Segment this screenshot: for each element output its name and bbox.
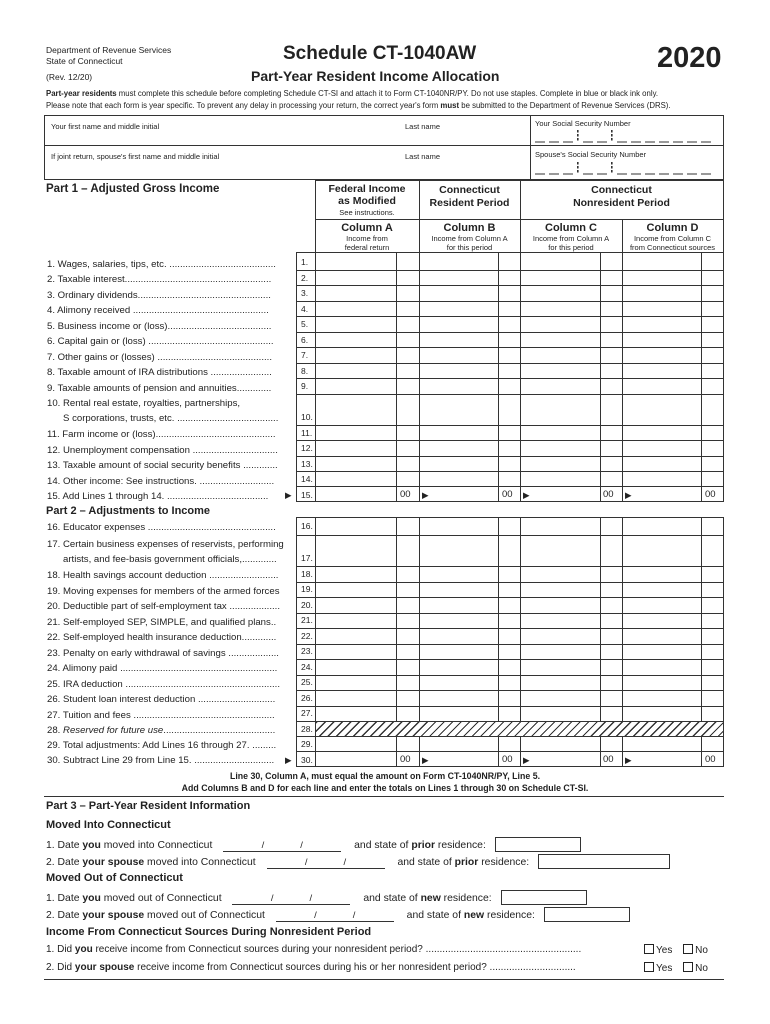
nonresident-income-spouse-yes-checkbox[interactable] — [644, 962, 654, 972]
line-16-number: 16. — [301, 521, 313, 531]
line-17-label-2: artists, and fee-basis government officials,............. — [63, 554, 277, 565]
spouse-first-name-field[interactable] — [51, 162, 391, 176]
state-name: State of Connecticut — [46, 56, 123, 66]
line-11-label: 11. Farm income or (loss)............................................. — [47, 429, 276, 440]
moved-into-spouse-date[interactable]: / / — [267, 857, 385, 869]
moved-into-ct-heading: Moved Into Connecticut — [46, 819, 171, 831]
line-25-label: 25. IRA deduction .......................................................... — [47, 679, 280, 690]
form-title: Schedule CT-1040AW — [283, 43, 477, 64]
income-ct-sources-heading: Income From Connecticut Sources During Nonresident Period — [46, 926, 372, 938]
line-15-col-d-arrow-icon: ▶ — [625, 490, 632, 500]
line-8-number: 8. — [301, 366, 309, 376]
last-name-label: Last name — [405, 122, 441, 131]
line-30-col-c-cents: 00 — [603, 754, 614, 765]
note-line-30: Line 30, Column A, must equal the amount on Form CT-1040NR/PY, Line 5. — [229, 771, 541, 781]
line-29-label: 29. Total adjustments: Add Lines 16 through 27. ......... — [47, 740, 277, 751]
line-12-label: 12. Unemployment compensation ................................ — [47, 445, 278, 456]
line-13-number: 13. — [301, 459, 313, 469]
line-30-label: 30. Subtract Line 29 from Line 15. .............................. — [47, 755, 275, 766]
line-19-label: 19. Moving expenses for members of the armed forces — [47, 586, 280, 597]
line-15-col-c-arrow-icon: ▶ — [523, 490, 530, 500]
column-a-heading: Column A — [341, 222, 393, 234]
column-d-sub-1: Income from Column C — [633, 234, 712, 243]
line-15-col-d-cents: 00 — [705, 489, 716, 500]
moved-into-you-prior-state[interactable] — [495, 837, 581, 852]
spouse-ssn-field[interactable] — [533, 160, 721, 176]
line-10-label-1: 10. Rental real estate, royalties, partnerships, — [47, 398, 241, 409]
line-15-col-b-cents: 00 — [502, 489, 513, 500]
spouse-last-name-field[interactable] — [405, 162, 525, 176]
line-30-col-c-arrow-icon: ▶ — [523, 755, 530, 765]
line-24-number: 24. — [301, 662, 313, 672]
line-10-number: 10. — [301, 412, 313, 422]
column-d-heading: Column D — [646, 222, 699, 234]
line-15-arrow-icon: ▶ — [285, 490, 292, 500]
ct-resident-heading-2: Resident Period — [429, 197, 510, 209]
line-30-col-d-cents: 00 — [705, 754, 716, 765]
line-8-label: 8. Taxable amount of IRA distributions ....................... — [47, 367, 272, 378]
federal-income-heading: Federal Income — [328, 183, 406, 195]
line-6-number: 6. — [301, 335, 309, 345]
nonresident-income-spouse-choices: Yes No — [640, 962, 708, 974]
department-name: Department of Revenue Services — [46, 45, 172, 55]
moved-out-you-new-state[interactable] — [501, 890, 587, 905]
moved-out-you-date[interactable]: / / — [232, 893, 350, 905]
moved-into-you-date[interactable]: / / — [223, 840, 341, 852]
note-add-columns: Add Columns B and D for each line and enter the totals on Lines 1 through 30 on Schedule CT-SI. — [181, 783, 589, 793]
line-30-arrow-icon: ▶ — [285, 755, 292, 765]
line-23-number: 23. — [301, 646, 313, 656]
line-26-number: 26. — [301, 693, 313, 703]
federal-as-modified-heading: as Modified — [338, 195, 396, 207]
part-1-title: Part 1 – Adjusted Gross Income — [46, 183, 220, 195]
moved-out-spouse-new-state[interactable] — [544, 907, 630, 922]
nonresident-income-spouse-no-checkbox[interactable] — [683, 962, 693, 972]
line-2-label: 2. Taxable interest....................................................... — [47, 274, 272, 285]
line-7-label: 7. Other gains or (losses) ........................................... — [47, 352, 272, 363]
line-27-label: 27. Tuition and fees ..................................................... — [47, 710, 275, 721]
line-14-label: 14. Other income: See instructions. ............................ — [47, 476, 275, 487]
line-28-number: 28. — [301, 724, 313, 734]
column-d-sub-2: from Connecticut sources — [629, 243, 716, 252]
moved-out-you-row: 1. Date you moved out of Connecticut / / and state of new residence: — [46, 890, 587, 905]
last-name-field[interactable] — [405, 132, 525, 144]
line-28-reserved-hatch — [316, 722, 723, 736]
tax-year: 2020 — [657, 42, 722, 74]
first-name-label: Your first name and middle initial — [51, 122, 160, 131]
line-1-number: 1. — [301, 257, 309, 267]
line-30-col-d-arrow-icon: ▶ — [625, 755, 632, 765]
ct-resident-heading-1: Connecticut — [439, 184, 500, 196]
line-16-label: 16. Educator expenses ................................................ — [47, 522, 276, 533]
nonresident-income-you-no-checkbox[interactable] — [683, 944, 693, 954]
nonresident-income-spouse-row: 2. Did your spouse receive income from Connecticut sources during his or her nonresident period? ............................... — [46, 962, 576, 973]
line-14-number: 14. — [301, 474, 313, 484]
line-21-number: 21. — [301, 615, 313, 625]
line-26-label: 26. Student loan interest deduction ............................. — [47, 694, 276, 705]
line-10-label-2: S corporations, trusts, etc. ...................................... — [63, 413, 279, 424]
ssn-field[interactable] — [533, 128, 721, 144]
ssn-label: Your Social Security Number — [535, 119, 631, 128]
column-b-sub-1: Income from Column A — [431, 234, 508, 243]
moved-into-spouse-row: 2. Date your spouse moved into Connecticut / / and state of prior residence: — [46, 854, 670, 869]
line-12-number: 12. — [301, 443, 313, 453]
column-c-heading: Column C — [545, 222, 597, 234]
line-30-col-b-cents: 00 — [502, 754, 513, 765]
column-c-sub-1: Income from Column A — [532, 234, 610, 243]
nonresident-income-you-yes-checkbox[interactable] — [644, 944, 654, 954]
line-23-label: 23. Penalty on early withdrawal of savings ................... — [47, 648, 279, 659]
column-b-sub-2: for this period — [446, 243, 493, 252]
line-15-col-c-cents: 00 — [603, 489, 614, 500]
column-a-sub-1: Income from — [346, 234, 388, 243]
spouse-ssn-label: Spouse's Social Security Number — [535, 150, 647, 159]
instructions-line-1: Part-year residents must complete this schedule before completing Schedule CT-SI and attach it to Form CT-1040NR/PY. Do not use staples. Complete in blue or black ink only. — [46, 89, 659, 98]
line-13-label: 13. Taxable amount of social security benefits ............. — [47, 460, 278, 471]
column-b-heading: Column B — [443, 222, 496, 234]
line-30-col-a-cents: 00 — [400, 754, 411, 765]
moved-out-spouse-date[interactable]: / / — [276, 910, 394, 922]
line-15-col-b-arrow-icon: ▶ — [422, 490, 429, 500]
instructions-line-2: Please note that each form is year specific. To prevent any delay in processing your return, the correct year's form must be submitted to the Department of Revenue Services (DRS). — [46, 101, 671, 110]
federal-see-instructions: See instructions. — [339, 208, 395, 217]
nonresident-income-you-row: 1. Did you receive income from Connecticut sources during your nonresident period? ........................................................ — [46, 944, 582, 955]
line-27-number: 27. — [301, 708, 313, 718]
line-22-label: 22. Self-employed health insurance deduction............. — [47, 632, 277, 643]
line-25-number: 25. — [301, 677, 313, 687]
line-19-number: 19. — [301, 584, 313, 594]
line-5-label: 5. Business income or (loss)....................................... — [47, 321, 272, 332]
line-15-col-a-cents: 00 — [400, 489, 411, 500]
moved-into-spouse-prior-state[interactable] — [538, 854, 670, 869]
line-21-label: 21. Self-employed SEP, SIMPLE, and qualified plans.. — [47, 617, 277, 628]
first-name-field[interactable] — [51, 132, 391, 144]
form-subtitle: Part-Year Resident Income Allocation — [251, 68, 500, 84]
line-17-label-1: 17. Certain business expenses of reservists, performing — [47, 539, 284, 550]
moved-out-ct-heading: Moved Out of Connecticut — [46, 872, 183, 884]
revision-date: (Rev. 12/20) — [46, 72, 93, 82]
line-5-number: 5. — [301, 319, 309, 329]
line-11-number: 11. — [301, 428, 313, 438]
line-6-label: 6. Capital gain or (loss) ............................................... — [47, 336, 274, 347]
line-22-number: 22. — [301, 631, 313, 641]
line-2-number: 2. — [301, 273, 309, 283]
line-18-label: 18. Health savings account deduction .......................... — [47, 570, 279, 581]
line-3-label: 3. Ordinary dividends.................................................. — [47, 290, 271, 301]
line-15-label: 15. Add Lines 1 through 14. ...................................... — [47, 491, 269, 502]
line-9-label: 9. Taxable amounts of pension and annuities............. — [47, 383, 272, 394]
line-20-number: 20. — [301, 600, 313, 610]
line-30-col-b-arrow-icon: ▶ — [422, 755, 429, 765]
line-24-label: 24. Alimony paid ........................................................... — [47, 663, 278, 674]
column-c-sub-2: for this period — [548, 243, 594, 252]
line-29-number: 29. — [301, 739, 313, 749]
part-3-title: Part 3 – Part-Year Resident Information — [46, 800, 251, 812]
line-7-number: 7. — [301, 350, 309, 360]
nonresident-income-you-choices: Yes No — [640, 944, 708, 956]
line-17-number: 17. — [301, 553, 313, 563]
line-15-number: 15. — [301, 490, 313, 500]
line-3-number: 3. — [301, 288, 309, 298]
line-30-number: 30. — [301, 755, 313, 765]
moved-out-spouse-row: 2. Date your spouse moved out of Connecticut / / and state of new residence: — [46, 907, 630, 922]
line-4-label: 4. Alimony received ................................................... — [47, 305, 269, 316]
spouse-last-name-label: Last name — [405, 152, 441, 161]
line-18-number: 18. — [301, 569, 313, 579]
spouse-first-name-label: If joint return, spouse's first name and middle initial — [51, 152, 220, 161]
line-20-label: 20. Deductible part of self-employment tax ................... — [47, 601, 281, 612]
ct-nonresident-heading-1: Connecticut — [591, 184, 652, 196]
line-9-number: 9. — [301, 381, 309, 391]
part-2-title: Part 2 – Adjustments to Income — [46, 505, 211, 517]
line-4-number: 4. — [301, 304, 309, 314]
column-a-sub-2: federal return — [344, 243, 390, 252]
moved-into-you-row: 1. Date you moved into Connecticut / / and state of prior residence: — [46, 837, 581, 852]
ct-nonresident-heading-2: Nonresident Period — [573, 197, 670, 209]
line-1-label: 1. Wages, salaries, tips, etc. ........................................ — [47, 259, 276, 270]
line-28-label: 28. Reserved for future use.......................................... — [47, 725, 276, 736]
